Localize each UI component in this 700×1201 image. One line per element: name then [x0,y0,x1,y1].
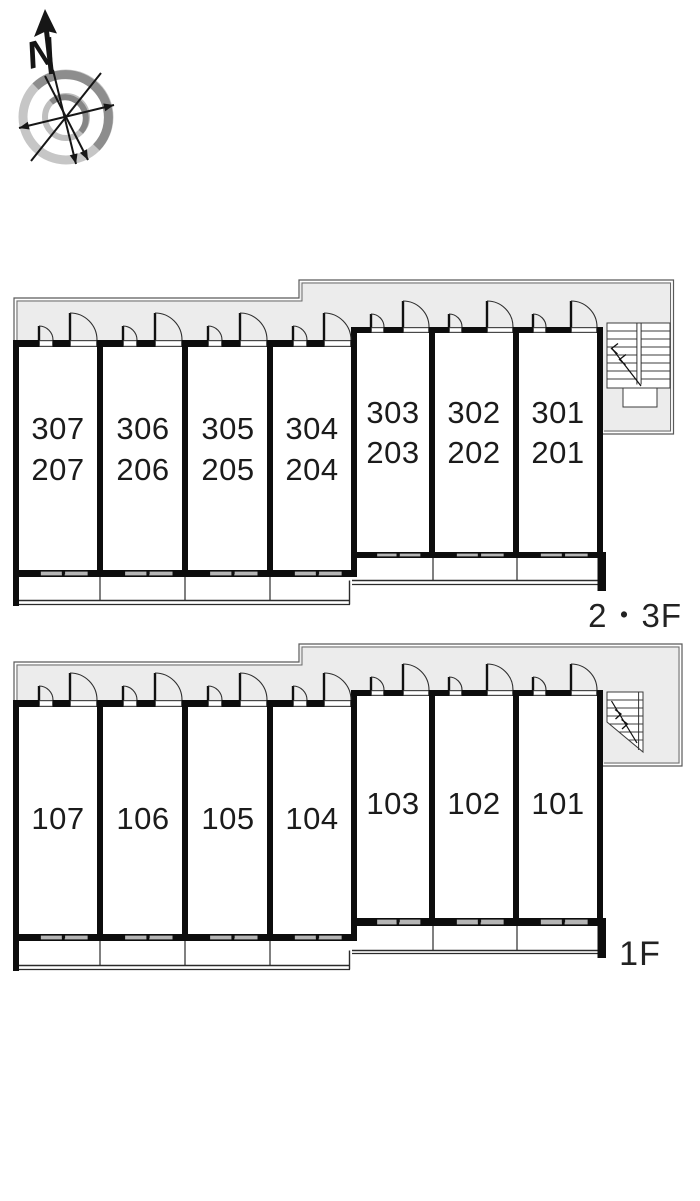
room-number: 105 [201,801,255,836]
room-number: 106 [116,801,170,836]
room-label-301-201 [513,393,603,473]
room-number: 202 [447,435,501,470]
room-label-306-206 [98,408,188,490]
room-number: 304 [285,411,339,446]
room-number: 203 [366,435,420,470]
room-number: 305 [201,411,255,446]
room-number: 303 [366,395,420,430]
room-number: 204 [285,452,339,487]
room-number: 102 [447,786,501,821]
room-number: 104 [285,801,339,836]
room-label-103 [348,783,438,824]
room-label-102 [429,783,519,824]
room-number: 103 [366,786,420,821]
room-label-104 [267,798,357,839]
room-number: 206 [116,452,170,487]
floor-label-2-3f: 2・3F [588,597,682,634]
room-label-304-204 [267,408,357,490]
room-number: 306 [116,411,170,446]
room-label-307-207 [13,408,103,490]
room-number: 301 [531,395,585,430]
room-label-101 [513,783,603,824]
room-number: 201 [531,435,585,470]
floor-label-1f: 1F [619,935,661,973]
room-label-107 [13,798,103,839]
room-label-303-203 [348,393,438,473]
room-label-105 [183,798,273,839]
room-number: 302 [447,395,501,430]
compass-rose-icon [19,70,114,164]
room-number: 101 [531,786,585,821]
room-label-106 [98,798,188,839]
room-number: 107 [31,801,85,836]
room-label-305-205 [183,408,273,490]
compass-north-label: N [22,30,60,78]
room-number: 205 [201,452,255,487]
room-label-302-202 [429,393,519,473]
room-number: 307 [31,411,85,446]
room-number: 207 [31,452,85,487]
